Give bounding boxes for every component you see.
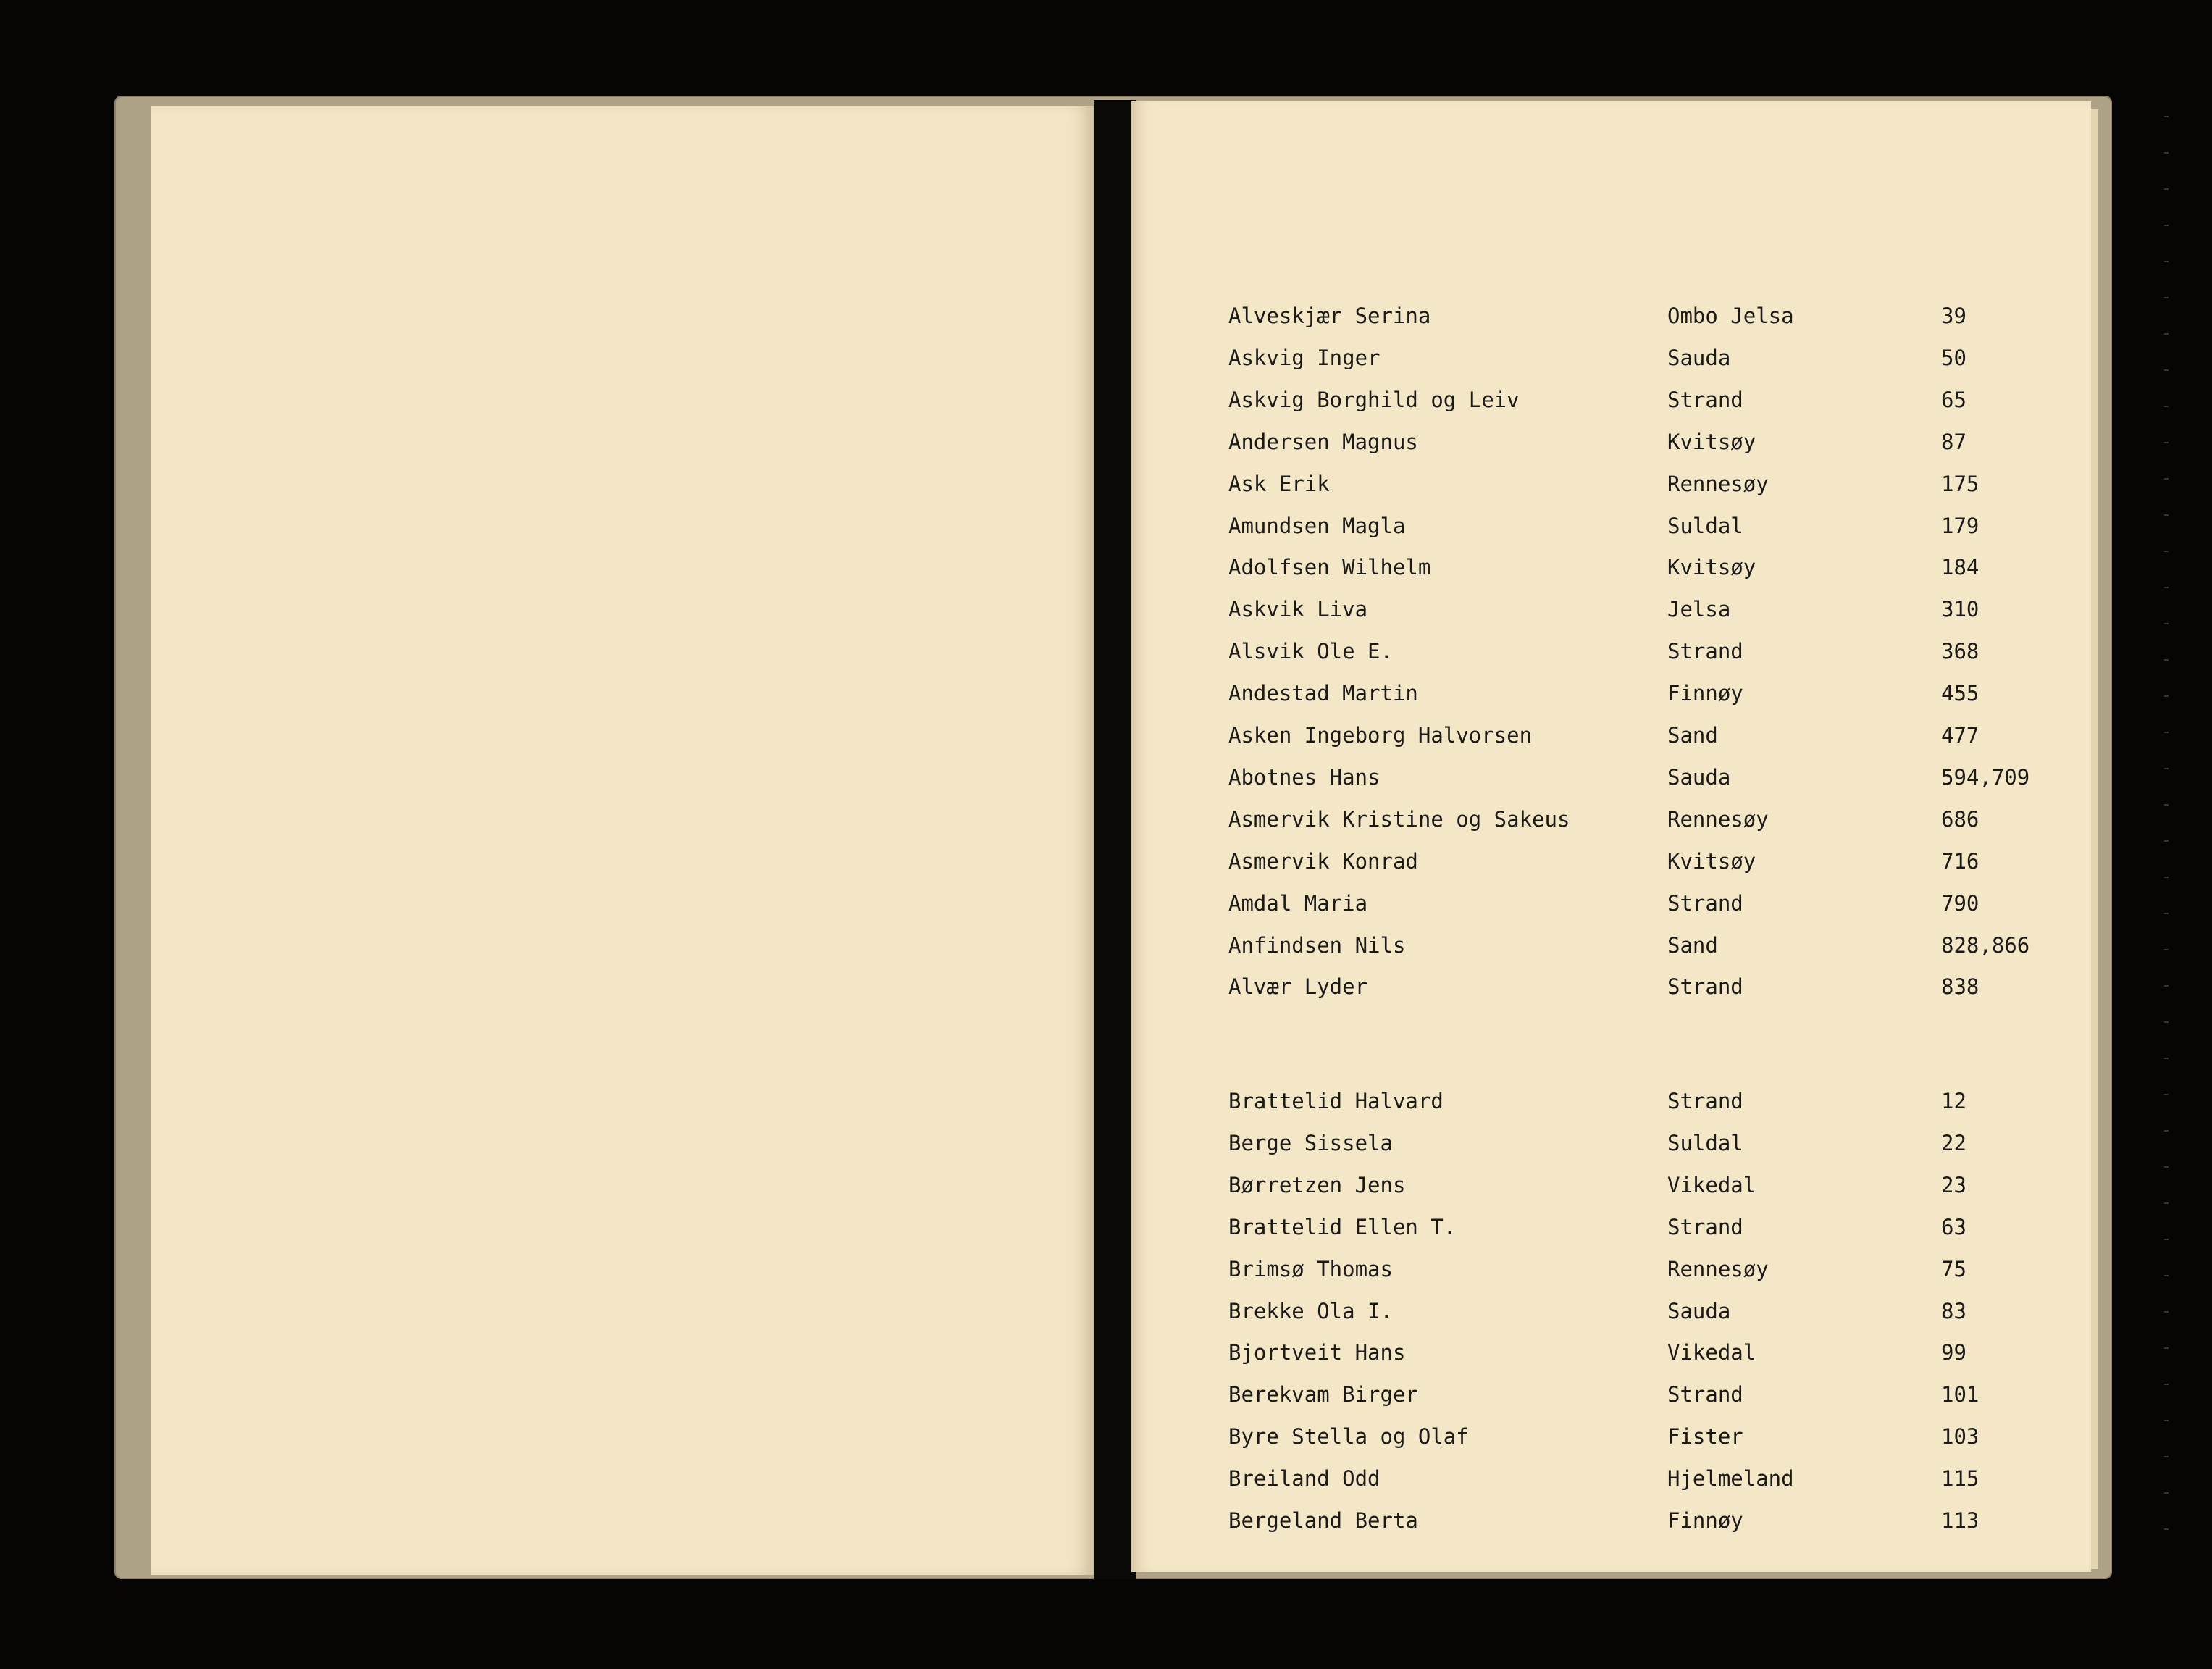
index-row [1131,424,2091,459]
index-page: 99 [1941,1340,1966,1365]
edge-tick [2164,768,2169,769]
edge-tick [2164,478,2169,480]
index-row [1131,718,2091,753]
index-row [1131,1503,2091,1538]
index-place: Rennesøy [1667,806,1769,832]
index-name: Askvik Liva [1228,597,1368,622]
index-name: Asmervik Kristine og Sakeus [1228,806,1570,832]
index-page: 310 [1941,597,1980,622]
index-page: 368 [1941,639,1980,664]
index-place: Strand [1667,639,1743,664]
edge-tick [2164,695,2169,697]
index-row [1131,1252,2091,1287]
scan-edge-marks [2150,116,2193,1565]
index-page: 184 [1941,555,1980,580]
edge-tick [2164,623,2169,624]
index-name: Bergeland Berta [1228,1508,1418,1533]
edge-tick [2164,1021,2169,1023]
index-row [1131,676,2091,711]
index-place: Strand [1667,974,1743,1000]
index-row [1131,928,2091,963]
index-name: Asken Ingeborg Halvorsen [1228,723,1533,748]
index-row [1131,1210,2091,1245]
edge-tick [2164,369,2169,371]
edge-tick [2164,152,2169,154]
index-place: Finnøy [1667,681,1743,706]
index-row [1131,1419,2091,1454]
edge-tick [2164,877,2169,878]
index-place: Jelsa [1667,597,1731,622]
edge-tick [2164,225,2169,226]
index-page: 50 [1941,345,1966,370]
index-place: Rennesøy [1667,1256,1769,1281]
index-row [1131,1084,2091,1118]
index-row [1131,467,2091,501]
index-name: Alvær Lyder [1228,974,1368,1000]
index-page: 23 [1941,1172,1966,1197]
index-row [1131,802,2091,837]
index-row [1131,1168,2091,1202]
index-name: Askvig Borghild og Leiv [1228,387,1520,412]
index-place: Sand [1667,932,1718,958]
index-row [1131,760,2091,795]
index-name: Anfindsen Nils [1228,932,1406,958]
index-name: Berge Sissela [1228,1130,1393,1155]
index-place: Vikedal [1667,1172,1756,1197]
index-page: 115 [1941,1466,1980,1492]
edge-tick [2164,1347,2169,1349]
index-name: Brekke Ola I. [1228,1298,1393,1323]
edge-tick [2164,551,2169,552]
index-page: 12 [1941,1089,1966,1113]
edge-tick [2164,587,2169,588]
index-place: Sauda [1667,764,1731,790]
index-row [1131,550,2091,585]
index-page: 103 [1941,1424,1980,1450]
edge-tick [2164,1311,2169,1313]
index-page: 75 [1941,1256,1966,1281]
edge-tick [2164,116,2169,117]
index-place: Strand [1667,890,1743,916]
edge-tick [2164,804,2169,806]
edge-tick [2164,949,2169,950]
edge-tick [2164,514,2169,516]
index-name: Brattelid Halvard [1228,1089,1444,1113]
index-place: Vikedal [1667,1340,1756,1365]
edge-tick [2164,442,2169,443]
index-place: Hjelmeland [1667,1466,1794,1492]
index-name: Børretzen Jens [1228,1172,1406,1197]
edge-tick [2164,333,2169,335]
index-name: Alveskjær Serina [1228,304,1431,328]
edge-tick [2164,732,2169,733]
index-row [1131,340,2091,375]
index-name: Amdal Maria [1228,890,1368,916]
edge-tick [2164,1528,2169,1530]
index-page: 83 [1941,1298,1966,1323]
index-row [1131,634,2091,669]
edge-tick [2164,1202,2169,1204]
right-page-index [1131,101,2091,1572]
edge-tick [2164,1239,2169,1240]
edge-tick [2164,1456,2169,1457]
index-name: Adolfsen Wilhelm [1228,555,1431,580]
index-row [1131,1377,2091,1412]
index-page: 594,709 [1941,764,2030,790]
index-page: 175 [1941,471,1980,496]
left-page-blank [151,106,1096,1575]
index-row [1131,298,2091,333]
index-place: Strand [1667,387,1743,412]
index-place: Rennesøy [1667,471,1769,496]
index-name: Amundsen Magla [1228,513,1406,538]
index-page: 63 [1941,1214,1966,1239]
index-name: Breiland Odd [1228,1466,1381,1492]
index-name: Bjortveit Hans [1228,1340,1406,1365]
index-name: Asmervik Konrad [1228,848,1418,874]
edge-tick [2164,1058,2169,1059]
index-place: Sauda [1667,345,1731,370]
index-row [1131,1461,2091,1496]
edge-tick [2164,1492,2169,1494]
edge-tick [2164,985,2169,987]
index-row [1131,592,2091,627]
edge-tick [2164,188,2169,190]
edge-tick [2164,1094,2169,1095]
edge-tick [2164,913,2169,914]
index-row [1131,844,2091,879]
index-row [1131,969,2091,1004]
index-place: Kvitsøy [1667,429,1756,454]
edge-tick [2164,1275,2169,1276]
index-place: Kvitsøy [1667,848,1756,874]
index-page: 838 [1941,974,1980,1000]
index-name: Brimsø Thomas [1228,1256,1393,1281]
page-edge [2091,109,2098,1569]
index-name: Andestad Martin [1228,681,1418,706]
index-name: Brattelid Ellen T. [1228,1214,1457,1239]
index-page: 828,866 [1941,932,2030,958]
index-row [1131,1126,2091,1160]
index-page: 65 [1941,387,1966,412]
index-place: Sand [1667,723,1718,748]
index-name: Alsvik Ole E. [1228,639,1393,664]
index-page: 455 [1941,681,1980,706]
edge-tick [2164,1384,2169,1385]
index-place: Suldal [1667,1130,1743,1155]
index-place: Sauda [1667,1298,1731,1323]
index-name: Ask Erik [1228,471,1330,496]
edge-tick [2164,1130,2169,1132]
index-page: 716 [1941,848,1980,874]
index-page: 22 [1941,1130,1966,1155]
edge-tick [2164,297,2169,298]
edge-tick [2164,261,2169,262]
index-page: 87 [1941,429,1966,454]
index-name: Berekvam Birger [1228,1382,1418,1407]
edge-tick [2164,659,2169,661]
edge-tick [2164,1420,2169,1421]
index-place: Strand [1667,1382,1743,1407]
index-place: Ombo Jelsa [1667,304,1794,328]
index-row [1131,886,2091,921]
index-place: Fister [1667,1424,1743,1450]
index-page: 101 [1941,1382,1980,1407]
index-page: 686 [1941,806,1980,832]
index-page: 179 [1941,513,1980,538]
index-row [1131,382,2091,417]
edge-tick [2164,840,2169,842]
index-place: Strand [1667,1214,1743,1239]
index-place: Suldal [1667,513,1743,538]
index-name: Askvig Inger [1228,345,1381,370]
index-name: Andersen Magnus [1228,429,1418,454]
index-page: 113 [1941,1508,1980,1533]
index-row [1131,509,2091,543]
index-page: 39 [1941,304,1966,328]
index-row [1131,1294,2091,1329]
edge-tick [2164,406,2169,407]
edge-tick [2164,1166,2169,1168]
index-place: Finnøy [1667,1508,1743,1533]
index-place: Kvitsøy [1667,555,1756,580]
index-name: Abotnes Hans [1228,764,1381,790]
index-page: 477 [1941,723,1980,748]
index-name: Byre Stella og Olaf [1228,1424,1469,1450]
index-page: 790 [1941,890,1980,916]
book-gutter [1094,100,1136,1579]
index-row [1131,1335,2091,1370]
index-place: Strand [1667,1089,1743,1113]
